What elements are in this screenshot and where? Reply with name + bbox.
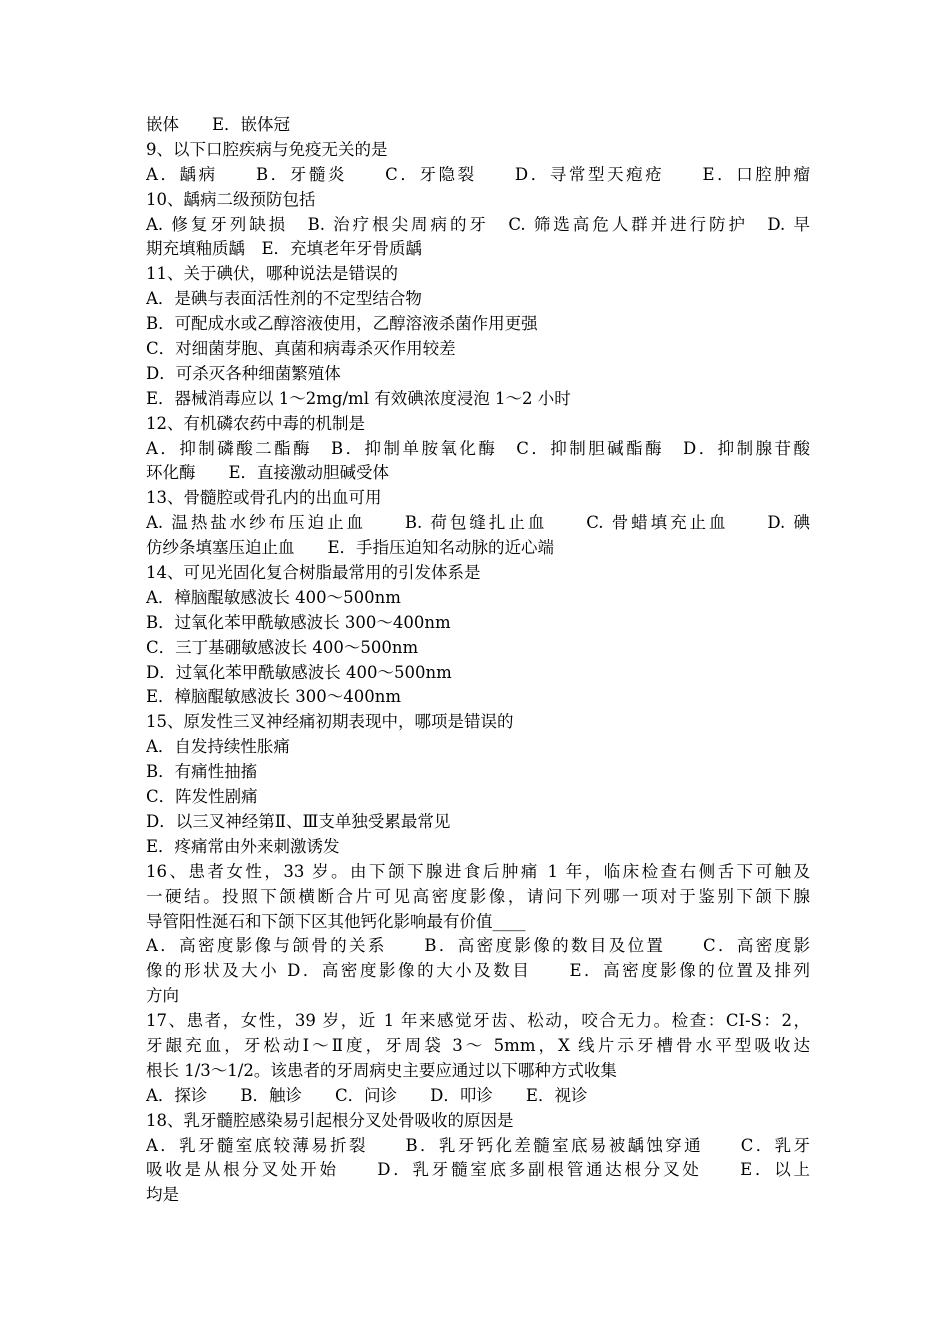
text-line: B．有痛性抽搐: [146, 762, 258, 782]
text-line: B．过氧化苯甲酰敏感波长 300～400nm: [146, 612, 451, 632]
text-line: 均是: [146, 1185, 179, 1205]
text-line: 17、患者，女性，39 岁，近 1 年来感觉牙齿、松动，咬合无力。检查：CI-S：2，: [146, 1011, 810, 1031]
text-line: 15、原发性三叉神经痛初期表现中，哪项是错误的: [146, 712, 514, 732]
text-line: A．樟脑醌敏感波长 400～500nm: [146, 587, 401, 607]
text-line: 牙龈充血，牙松动Ⅰ～Ⅱ度，牙周袋 3～ 5mm，X 线片示牙槽骨水平型吸收达: [146, 1035, 810, 1055]
text-line: 9、以下口腔疾病与免疫无关的是: [146, 139, 388, 159]
text-line: 仿纱条填塞压迫止血 E．手指压迫知名动脉的近心端: [146, 538, 555, 558]
text-line: 10、龋病二级预防包括: [146, 189, 316, 209]
text-line: 11、关于碘伏，哪种说法是错误的: [146, 264, 398, 284]
text-line: A．乳牙髓室底较薄易折裂 B．乳牙钙化差髓室底易被龋蚀穿通 C．乳牙: [146, 1135, 810, 1155]
text-line: D．以三叉神经第Ⅱ、Ⅲ支单独受累最常见: [146, 811, 451, 831]
text-line: E．樟脑醌敏感波长 300～400nm: [146, 687, 402, 707]
text-line: A．是碘与表面活性剂的不定型结合物: [146, 289, 422, 309]
text-line: A．龋病 B．牙髓炎 C．牙隐裂 D．寻常型天疱疮 E．口腔肿瘤: [146, 164, 810, 184]
text-line: 环化酶 E．直接激动胆碱受体: [146, 463, 390, 483]
text-line: A．抑制磷酸二酯酶 B．抑制单胺氧化酶 C．抑制胆碱酯酶 D．抑制腺苷酸: [146, 438, 810, 458]
text-line: A. 修复牙列缺损 B. 治疗根尖周病的牙 C. 筛选高危人群并进行防护 D. 早: [146, 214, 810, 234]
text-line: C．对细菌芽胞、真菌和病毒杀灭作用较差: [146, 339, 456, 359]
text-line: 13、骨髓腔或骨孔内的出血可用: [146, 488, 382, 508]
text-line: E．疼痛常由外来刺激诱发: [146, 836, 340, 856]
text-line: 根长 1/3～1/2。该患者的牙周病史主要应通过以下哪种方式收集: [146, 1060, 617, 1080]
text-line: C．三丁基硼敏感波长 400～500nm: [146, 637, 419, 657]
text-line: 14、可见光固化复合树脂最常用的引发体系是: [146, 563, 481, 583]
text-line: 嵌体 E．嵌体冠: [146, 115, 291, 134]
text-line: 一硬结。投照下颌横断合片可见高密度影像，请问下列哪一项对于鉴别下颌下腺: [146, 886, 810, 906]
text-line: A. 温热盐水纱布压迫止血 B. 荷包缝扎止血 C. 骨蜡填充止血 D. 碘: [146, 513, 810, 533]
text-line: 吸收是从根分叉处开始 D．乳牙髓室底多副根管通达根分叉处 E．以上: [146, 1160, 810, 1180]
text-line: 方向: [146, 986, 179, 1006]
text-line: 期充填釉质龋 E．充填老年牙骨质龋: [146, 239, 423, 259]
text-line: 导管阳性涎石和下颌下区其他钙化影响最有价值____: [146, 911, 526, 931]
text-line: 18、乳牙髓腔感染易引起根分叉处骨吸收的原因是: [146, 1110, 514, 1130]
text-line: 16、患者女性，33 岁。由下颌下腺进食后肿痛 1 年，临床检查右侧舌下可触及: [146, 861, 810, 881]
text-line: D．可杀灭各种细菌繁殖体: [146, 363, 341, 383]
text-line: 像的形状及大小 D．高密度影像的大小及数目 E．高密度影像的位置及排列: [146, 961, 810, 981]
text-line: E．器械消毒应以 1～2mg/ml 有效碘浓度浸泡 1～2 小时: [146, 388, 571, 408]
document-page: [146, 113, 810, 1208]
text-line: B．可配成水或乙醇溶液使用，乙醇溶液杀菌作用更强: [146, 314, 538, 334]
text-line: D．过氧化苯甲酰敏感波长 400～500nm: [146, 662, 452, 682]
text-line: 12、有机磷农药中毒的机制是: [146, 413, 365, 433]
text-line: A．高密度影像与颌骨的关系 B．高密度影像的数目及位置 C．高密度影: [146, 936, 810, 956]
text-line: A．探诊 B．触诊 C．问诊 D．叩诊 E．视诊: [146, 1085, 588, 1105]
text-line: C．阵发性剧痛: [146, 787, 258, 807]
text-line: A．自发持续性胀痛: [146, 737, 290, 757]
